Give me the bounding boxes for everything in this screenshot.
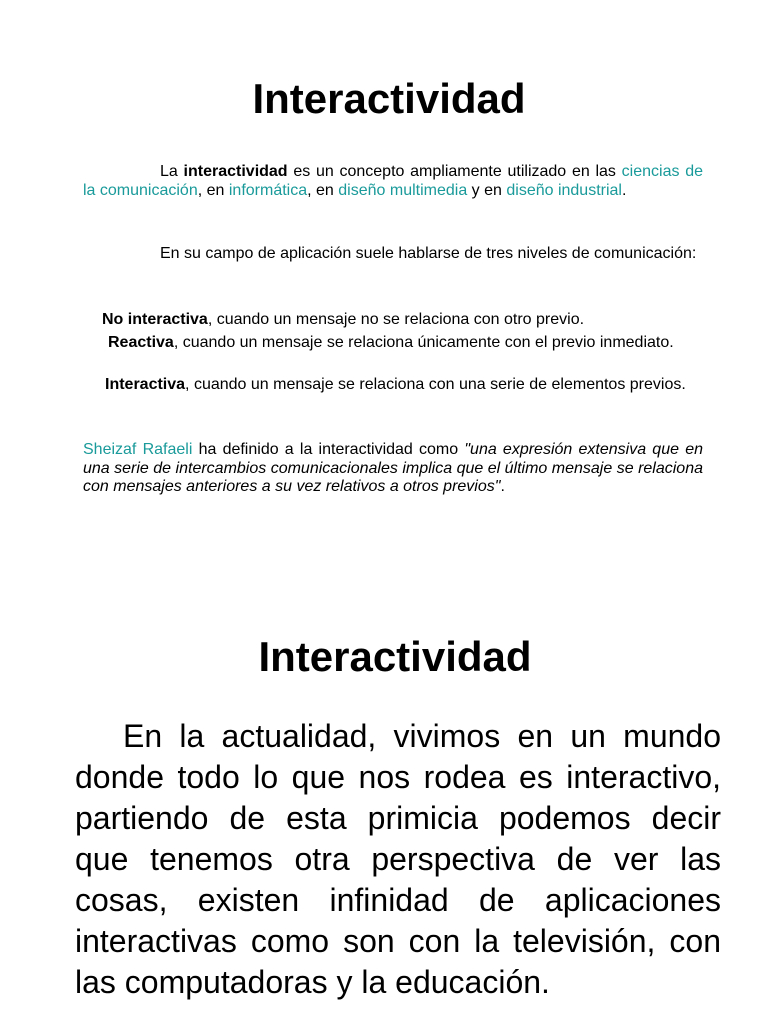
link-sheizaf-rafaeli[interactable]: Sheizaf Rafaeli <box>83 441 193 458</box>
intro-mid2: , en <box>197 181 229 199</box>
level-term: Interactiva <box>105 376 186 393</box>
level-desc: , cuando un mensaje se relaciona con una serie de elementos previos. <box>185 376 686 393</box>
intro-bold-term: interactividad <box>183 163 288 180</box>
level-item <box>105 376 768 395</box>
slide2-title: Interactividad <box>258 633 532 680</box>
intro-mid1: es un concepto ampliamente utilizado en las <box>287 163 622 180</box>
intro-pre: La <box>160 163 184 180</box>
link-diseno-industrial[interactable]: diseño industrial <box>506 181 622 199</box>
link-diseno-multimedia[interactable]: diseño multimedia <box>338 181 468 199</box>
level-desc: , cuando un mensaje se relaciona únicamente con el previo inmediato. <box>173 334 674 351</box>
link-informatica[interactable]: informática <box>228 181 308 199</box>
levels-intro-paragraph: En su campo de aplicación suele hablarse de tres niveles de comunicación: <box>160 245 697 262</box>
slide1-title: Interactividad <box>252 75 526 122</box>
quote-lead: ha definido a la interactividad como <box>192 441 465 458</box>
intro-mid4: y en <box>467 181 507 199</box>
intro-end: . <box>621 181 627 199</box>
slide2-body: En la actualidad, vivimos en un mundo donde todo lo que nos rodea es interactivo, partiendo de esta primicia podemos decir que tenemos otra perspectiva de ver las cosas, existen infinidad de aplicaciones interactivas como son con la televisión, con las computadoras y la educación. <box>75 718 721 1000</box>
quote-text: "una expresión extensiva que en una serie de intercambios comunicacionales implica que el último mensaje se relaciona con mensajes anteriores a su vez relativos a otros previos" <box>83 441 703 495</box>
intro-mid3: , en <box>307 181 339 199</box>
level-item <box>102 311 722 330</box>
quote-end: . <box>500 478 505 495</box>
intro-paragraph <box>83 163 703 200</box>
link-ciencias-comunicacion[interactable]: ciencias de la comunicación <box>83 163 704 199</box>
level-desc: , cuando un mensaje no se relaciona con otro previo. <box>207 311 585 328</box>
quote-paragraph <box>83 441 703 497</box>
level-term: No interactiva <box>102 311 208 328</box>
level-item <box>108 334 768 353</box>
level-term: Reactiva <box>108 334 174 351</box>
